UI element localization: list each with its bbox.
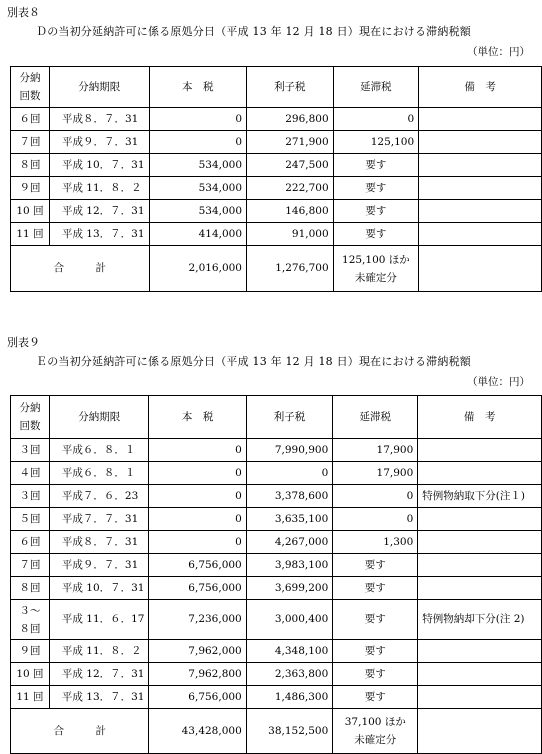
cell-principal-tax: 7,236,000 [149, 600, 246, 640]
cell-interest-tax: 296,800 [247, 108, 334, 131]
cell-remarks [419, 108, 542, 131]
cell-remarks [418, 508, 542, 531]
cell-remarks [418, 462, 542, 485]
cell-principal-tax: 0 [149, 462, 246, 485]
total-principal-tax: 2,016,000 [149, 246, 246, 292]
table-row [11, 663, 542, 686]
cell-due-date: 平成７．７．31 [49, 508, 149, 531]
total-remarks [418, 709, 542, 754]
cell-delinquency-tax: 1,300 [333, 531, 418, 554]
cell-delinquency-tax: 要す [333, 686, 418, 709]
cell-due-date: 平成 10．７．31 [49, 154, 149, 177]
table9-title: Ｅの当初分延納許可に係る原処分日（平成 13 年 12 月 18 日）現在における滞納税額 [36, 355, 471, 368]
cell-due-date: 平成９．７．31 [49, 554, 149, 577]
table8 [10, 66, 542, 292]
cell-delinquency-tax: 17,900 [333, 439, 418, 462]
cell-interest-tax: 1,486,300 [246, 686, 333, 709]
cell-remarks: 特例物納却下分(注 2) [418, 600, 542, 640]
cell-due-date: 平成９．７．31 [49, 131, 149, 154]
table8-title: Ｄの当初分延納許可に係る原処分日（平成 13 年 12 月 18 日）現在における滞納税額 [36, 25, 471, 38]
header-interest-tax: 利子税 [247, 67, 334, 108]
cell-due-date: 平成８．７．31 [49, 531, 149, 554]
cell-due-date: 平成７．６．23 [49, 485, 149, 508]
table-row [11, 200, 542, 223]
cell-delinquency-tax: 要す [333, 200, 419, 223]
cell-interest-tax: 0 [246, 462, 333, 485]
cell-installment-number: ３～ ８回 [11, 600, 50, 640]
cell-installment-number: ３回 [11, 439, 50, 462]
header-due-date: 分納期限 [49, 67, 149, 108]
total-interest-tax: 1,276,700 [247, 246, 334, 292]
cell-installment-number: ７回 [11, 131, 50, 154]
cell-remarks [419, 154, 542, 177]
total-label: 合 計 [11, 709, 149, 754]
table-row [11, 508, 542, 531]
cell-installment-number: ８回 [11, 577, 50, 600]
table-row [11, 462, 542, 485]
header-principal-tax: 本 税 [149, 396, 246, 439]
cell-interest-tax: 2,363,800 [246, 663, 333, 686]
total-label: 合 計 [11, 246, 150, 292]
cell-remarks [418, 577, 542, 600]
cell-installment-number: 10 回 [11, 663, 50, 686]
cell-interest-tax: 3,000,400 [246, 600, 333, 640]
cell-principal-tax: 7,962,000 [149, 640, 246, 663]
cell-installment-number: ７回 [11, 554, 50, 577]
table-row [11, 640, 542, 663]
table9-total-row [11, 709, 542, 754]
cell-principal-tax: 0 [149, 108, 246, 131]
table9-header-row [11, 396, 542, 439]
table-row [11, 439, 542, 462]
cell-remarks [419, 200, 542, 223]
cell-due-date: 平成 10．７．31 [49, 577, 149, 600]
cell-delinquency-tax: 要す [333, 577, 418, 600]
table-row [11, 154, 542, 177]
cell-due-date: 平成 12．７．31 [49, 663, 149, 686]
cell-remarks [418, 531, 542, 554]
cell-remarks [419, 131, 542, 154]
cell-principal-tax: 0 [149, 485, 246, 508]
cell-installment-number: ６回 [11, 531, 50, 554]
header-delinquency-tax: 延滞税 [333, 396, 418, 439]
table8-label: 別表８ [7, 6, 40, 19]
header-installment-number: 分納 回数 [11, 67, 50, 108]
cell-principal-tax: 6,756,000 [149, 577, 246, 600]
cell-remarks [419, 177, 542, 200]
cell-delinquency-tax: 要す [333, 600, 418, 640]
cell-due-date: 平成８．７．31 [49, 108, 149, 131]
cell-delinquency-tax: 0 [333, 108, 419, 131]
cell-interest-tax: 4,348,100 [246, 640, 333, 663]
cell-principal-tax: 0 [149, 439, 246, 462]
table-row [11, 686, 542, 709]
cell-principal-tax: 534,000 [149, 154, 246, 177]
header-remarks: 備 考 [419, 67, 542, 108]
cell-delinquency-tax: 要す [333, 663, 418, 686]
cell-installment-number: ３回 [11, 485, 50, 508]
cell-delinquency-tax: 17,900 [333, 462, 418, 485]
cell-installment-number: ８回 [11, 154, 50, 177]
table-row [11, 554, 542, 577]
cell-remarks [418, 640, 542, 663]
cell-delinquency-tax: 要す [333, 177, 419, 200]
header-remarks: 備 考 [418, 396, 542, 439]
table-row [11, 108, 542, 131]
cell-interest-tax: 7,990,900 [246, 439, 333, 462]
cell-remarks [418, 686, 542, 709]
cell-principal-tax: 7,962,800 [149, 663, 246, 686]
cell-due-date: 平成 13．７．31 [49, 223, 149, 246]
cell-principal-tax: 0 [149, 131, 246, 154]
table-row [11, 223, 542, 246]
cell-interest-tax: 247,500 [247, 154, 334, 177]
table-row [11, 600, 542, 640]
cell-interest-tax: 222,700 [247, 177, 334, 200]
cell-remarks [418, 554, 542, 577]
table-row [11, 131, 542, 154]
cell-delinquency-tax: 0 [333, 485, 418, 508]
table8-unit: （単位：円） [467, 46, 530, 58]
cell-interest-tax: 91,000 [247, 223, 334, 246]
cell-principal-tax: 0 [149, 508, 246, 531]
table8-total-row [11, 246, 542, 292]
cell-principal-tax: 6,756,000 [149, 554, 246, 577]
total-interest-tax: 38,152,500 [246, 709, 333, 754]
table9-label: 別表９ [7, 336, 40, 349]
cell-installment-number: ９回 [11, 177, 50, 200]
cell-interest-tax: 3,635,100 [246, 508, 333, 531]
header-due-date: 分納期限 [49, 396, 149, 439]
cell-delinquency-tax: 要す [333, 640, 418, 663]
table-row [11, 177, 542, 200]
cell-installment-number: ６回 [11, 108, 50, 131]
total-principal-tax: 43,428,000 [149, 709, 246, 754]
total-remarks [419, 246, 542, 292]
cell-remarks: 特例物納取下分(注１) [418, 485, 542, 508]
cell-due-date: 平成 12．７．31 [49, 200, 149, 223]
total-delinquency-tax: 37,100 ほか 未確定分 [333, 709, 418, 754]
table-row [11, 485, 542, 508]
table-row [11, 577, 542, 600]
cell-principal-tax: 0 [149, 531, 246, 554]
cell-due-date: 平成 11．８．２ [49, 177, 149, 200]
cell-remarks [418, 663, 542, 686]
cell-due-date: 平成 13．７．31 [49, 686, 149, 709]
cell-delinquency-tax: 要す [333, 223, 419, 246]
cell-interest-tax: 3,983,100 [246, 554, 333, 577]
cell-delinquency-tax: 0 [333, 508, 418, 531]
cell-due-date: 平成６．８．１ [49, 439, 149, 462]
header-delinquency-tax: 延滞税 [333, 67, 419, 108]
table-row [11, 531, 542, 554]
cell-due-date: 平成 11．８．２ [49, 640, 149, 663]
cell-principal-tax: 6,756,000 [149, 686, 246, 709]
cell-principal-tax: 534,000 [149, 200, 246, 223]
cell-installment-number: ９回 [11, 640, 50, 663]
cell-due-date: 平成６．８．１ [49, 462, 149, 485]
cell-interest-tax: 3,378,600 [246, 485, 333, 508]
cell-installment-number: 10 回 [11, 200, 50, 223]
header-installment-number: 分納 回数 [11, 396, 50, 439]
cell-delinquency-tax: 125,100 [333, 131, 419, 154]
cell-interest-tax: 4,267,000 [246, 531, 333, 554]
header-principal-tax: 本 税 [149, 67, 246, 108]
cell-delinquency-tax: 要す [333, 154, 419, 177]
table9 [10, 395, 542, 754]
cell-interest-tax: 271,900 [247, 131, 334, 154]
cell-due-date: 平成 11．６．17 [49, 600, 149, 640]
cell-interest-tax: 3,699,200 [246, 577, 333, 600]
cell-principal-tax: 534,000 [149, 177, 246, 200]
cell-delinquency-tax: 要す [333, 554, 418, 577]
total-delinquency-tax: 125,100 ほか 未確定分 [333, 246, 419, 292]
cell-remarks [418, 439, 542, 462]
cell-installment-number: ５回 [11, 508, 50, 531]
cell-installment-number: ４回 [11, 462, 50, 485]
cell-remarks [419, 223, 542, 246]
cell-interest-tax: 146,800 [247, 200, 334, 223]
table9-unit: （単位：円） [467, 376, 530, 388]
table8-header-row [11, 67, 542, 108]
cell-principal-tax: 414,000 [149, 223, 246, 246]
header-interest-tax: 利子税 [246, 396, 333, 439]
cell-installment-number: 11 回 [11, 686, 50, 709]
cell-installment-number: 11 回 [11, 223, 50, 246]
